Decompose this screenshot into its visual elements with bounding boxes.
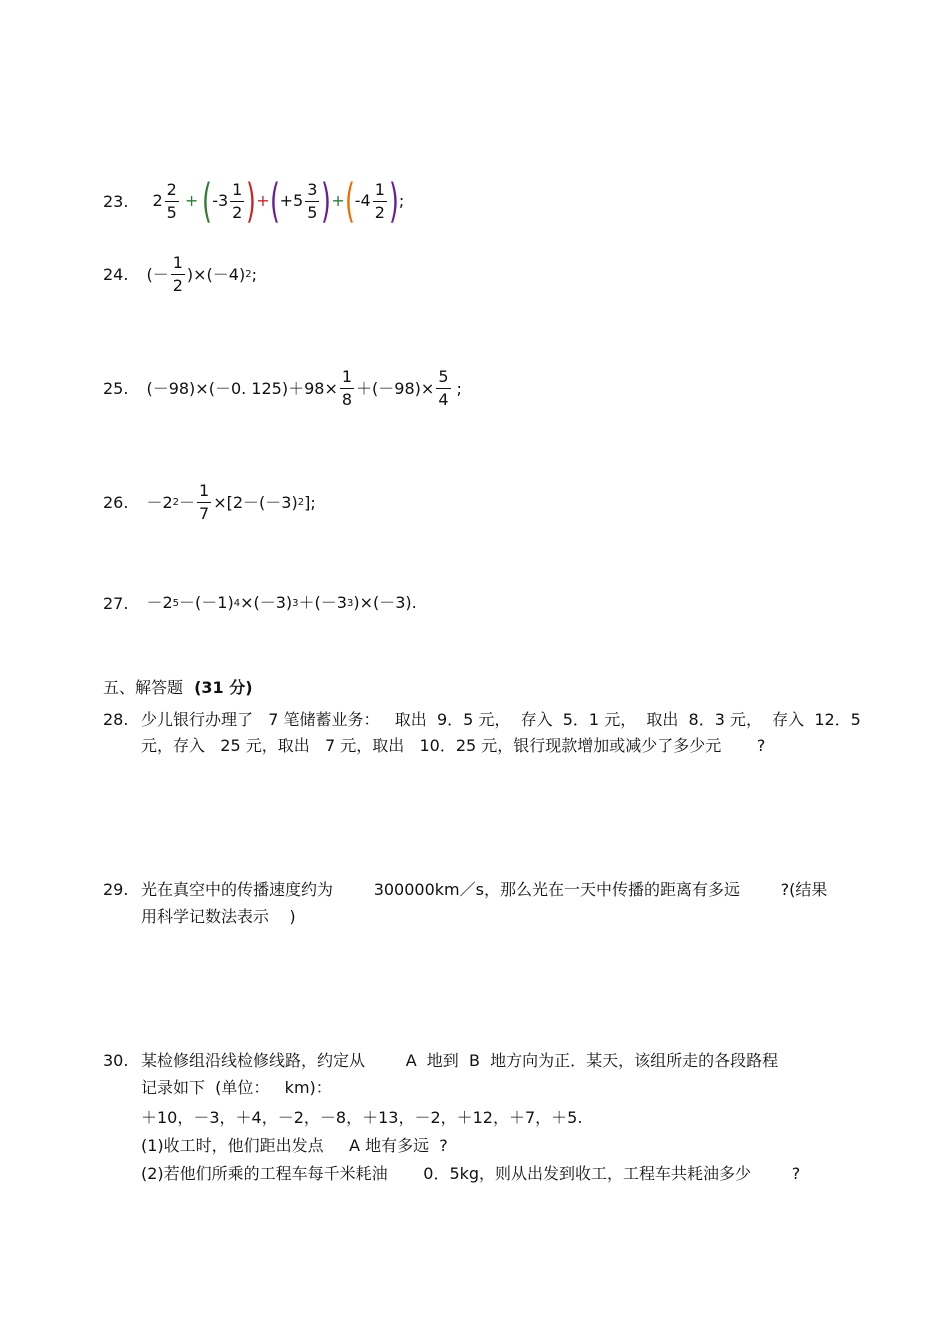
expression-text: ×[2－(－3) [213,492,298,512]
expression-text: －2 [146,492,173,512]
expression-text: ×(－3) [240,593,293,612]
expression-text: －2 [146,593,173,612]
mixed-whole: -4 [354,191,371,210]
plus-sign: + [331,191,345,210]
left-paren: ( [202,174,213,228]
expression-text: ＋(－3 [298,593,347,612]
right-paren: ) [388,174,399,228]
question-line: 用科学记数法表示 ) [141,907,296,926]
problem-number: 27. [103,593,129,613]
sub-question-2: (2)若他们所乘的工程车每千米耗油 0．5kg，则从出发到收工，工程车共耗油多少 ? [141,1164,801,1183]
question-number: 28. [103,710,129,729]
fraction: 3 5 [307,179,318,222]
fraction: 1 2 [374,179,385,222]
expression-text: (－ [146,264,169,284]
left-paren: ( [269,174,280,228]
plus-sign: + [184,191,199,210]
question-number: 29. [103,880,129,899]
question-line: 元，存入 25 元，取出 7 元，取出 10．25 元，银行现款增加或减少了多少元 ? [141,736,766,755]
left-paren: ( [344,174,355,228]
question-number: 30. [103,1051,129,1070]
section-heading [103,678,253,698]
fraction: $\frac{5}{4}$ [438,367,449,409]
problem-number: 25. [103,379,129,398]
expression-text: － [179,492,196,512]
fraction: 1 2 [172,253,183,295]
problem-25 [103,368,462,409]
semicolon: ; [398,191,405,210]
expression-text: )×(－3). [353,593,417,612]
sub-question-1: (1)收工时，他们距出发点 A 地有多远 ? [141,1136,448,1155]
fraction: 1 2 [232,179,243,222]
mixed-whole: 2 [152,191,163,210]
mixed-whole: -3 [212,191,229,210]
fraction: 2 5 [166,179,177,222]
exponent: 2 [245,269,252,280]
exponent: 3 [346,597,354,609]
semicolon: ; [251,264,257,284]
section-score: (31 分) [194,678,253,697]
exponent: 5 [172,597,180,609]
right-paren: ) [321,174,332,228]
exponent: 2 [297,497,305,508]
section-title: 五、解答题 [103,678,184,697]
expression-text: ＋(－98)× [356,378,435,398]
expression-text: ]; [304,492,316,512]
problem-24 [103,254,257,295]
semicolon: ; [456,378,462,398]
problem-23 [103,174,405,228]
right-paren: ) [246,174,257,228]
plus-sign: + [256,191,270,210]
expression-text: －(－1) [179,593,234,612]
problem-number: 24. [103,265,129,284]
problem-27 [103,593,417,613]
question-line: 少儿银行办理了 7 笔储蓄业务： 取出 9．5 元， 存入 5．1 元， 取出 8．3 元， 存入 12．5 [141,710,861,729]
mixed-whole: +5 [279,191,304,210]
exponent: 4 [233,597,241,609]
exponent: 3 [292,597,299,609]
question-line: 记录如下 (单位： km)： [141,1078,332,1097]
problem-number: 23. [103,191,129,211]
fraction: $\frac{1}{8}$ [341,367,353,409]
exponent: 2 [172,497,180,508]
expression-text: (－98)×(－0. 125)＋98× [146,378,338,398]
problem-26 [103,482,316,523]
question-line: 光在真空中的传播速度约为 300000km／s，那么光在一天中传播的距离有多远 ?(结果 [141,880,828,899]
fraction: $\frac{1}{7}$ [199,481,210,523]
distance-record: ＋10，－3，＋4，－2，－8，＋13，－2，＋12，＋7，＋5. [141,1108,583,1127]
problem-number: 26. [103,493,129,512]
expression-text: )×(－4) [186,264,246,284]
question-line: 某检修组沿线检修线路，约定从 A 地到 B 地方向为正．某天，该组所走的各段路程 [141,1051,779,1070]
